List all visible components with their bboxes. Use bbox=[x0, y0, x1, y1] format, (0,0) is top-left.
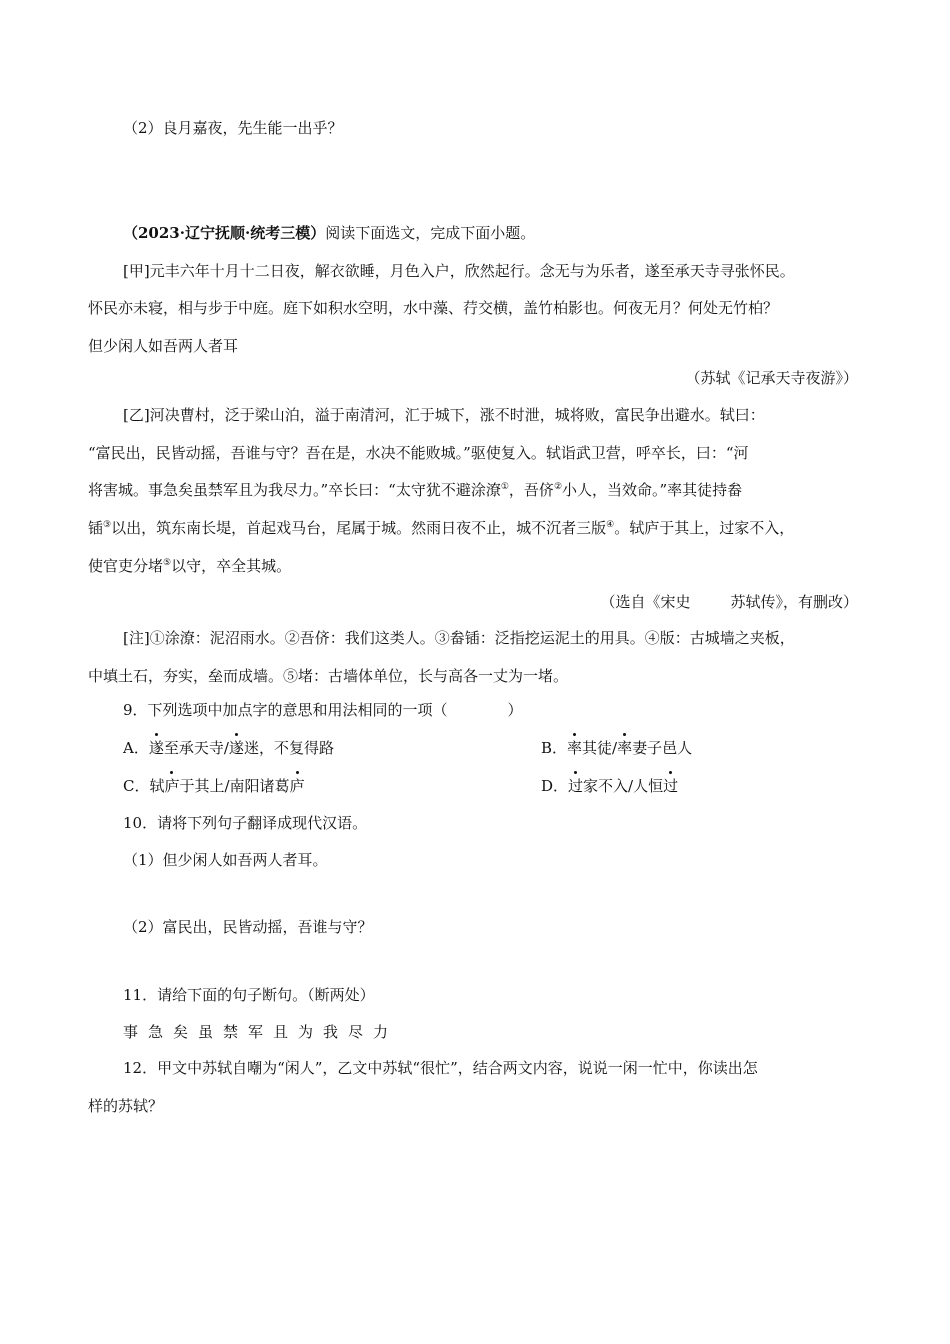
passage-b-line3-a: 将害城。事急矣虽禁军且为我尽力。”卒长曰：“太守犹不避涂潦 bbox=[88, 481, 501, 499]
passage-b-line2: “富民出，民皆动摇，吾谁与守？吾在是，水决不能败城。”驱使复入。轼诣武卫营，呼卒长，曰：“河 bbox=[88, 444, 749, 462]
option-a-mid: 至承天寺/ bbox=[163, 739, 229, 757]
exam-source: （2023·辽宁抚顺·统考三模） bbox=[123, 224, 326, 242]
footnote-ref-1: ① bbox=[500, 482, 509, 492]
option-a-post: 迷，不复得路 bbox=[243, 739, 334, 757]
passage-b-line1: [乙]河决曹村，泛于梁山泊，溢于南清河，汇于城下，涨不时泄，城将败，富民争出避水。轼曰： bbox=[123, 406, 765, 424]
option-c-prefix: C．轼 bbox=[123, 777, 165, 795]
passage-b-line3 bbox=[88, 480, 742, 500]
passage-b-line4-a: 锸 bbox=[88, 519, 104, 537]
option-b[interactable] bbox=[541, 738, 692, 758]
question-10-sentence-1: （1）但少闲人如吾两人者耳。 bbox=[123, 851, 328, 869]
option-a-dotted-2: 遂 bbox=[228, 739, 244, 757]
option-b-prefix: B． bbox=[541, 739, 568, 757]
option-c-mid: 于其上/南阳诸葛 bbox=[179, 777, 290, 795]
option-c-dotted-2: 庐 bbox=[289, 777, 305, 795]
option-d-prefix: D． bbox=[541, 777, 569, 795]
prev-question-2: （2）良月嘉夜，先生能一出乎？ bbox=[123, 119, 343, 137]
notes-line2: 中填土石，夯实，垒而成墙。⑤堵：古墙体单位，长与高各一丈为一堵。 bbox=[88, 667, 569, 685]
option-a-prefix: A． bbox=[123, 739, 149, 757]
passage-b-line5-a: 使官吏分堵 bbox=[88, 557, 164, 575]
notes-line1: [注]①涂潦：泥沼雨水。②吾侪：我们这类人。③畚锸：泛指挖运泥土的用具。④版：古城墙之夹板， bbox=[123, 629, 795, 647]
question-10-sentence-2: （2）富民出，民皆动摇，吾谁与守？ bbox=[123, 918, 373, 936]
passage-b-line4-b: 以出，筑东南长堤，首起戏马台，尾属于城。然雨日夜不止，城不沉者三版 bbox=[111, 519, 607, 537]
question-10-stem: 10．请将下列句子翻译成现代汉语。 bbox=[123, 814, 368, 832]
question-12-line2: 样的苏轼？ bbox=[88, 1097, 164, 1115]
passage-b-line4-c: 。轼庐于其上，过家不入， bbox=[614, 519, 795, 537]
question-12-line1: 12．甲文中苏轼自嘲为“闲人”，乙文中苏轼“很忙”，结合两文内容，说说一闲一忙中，你读出怎 bbox=[123, 1059, 758, 1077]
option-b-mid: 其徒/ bbox=[582, 739, 618, 757]
option-b-post: 妻子邑人 bbox=[632, 739, 693, 757]
passage-a-line3: 但少闲人如吾两人者耳 bbox=[88, 337, 239, 355]
footnote-ref-3: ③ bbox=[103, 520, 112, 530]
question-11-stem: 11．请给下面的句子断句。（断两处） bbox=[123, 986, 375, 1004]
question-11-sentence: 事急矣虽禁军且为我尽力 bbox=[123, 1023, 399, 1041]
passage-b-line3-b: ，吾侪 bbox=[508, 481, 554, 499]
option-d[interactable] bbox=[541, 776, 678, 796]
passage-b-line5 bbox=[88, 556, 291, 576]
option-d-mid: 家不入/人恒 bbox=[583, 777, 664, 795]
option-a[interactable] bbox=[123, 739, 334, 757]
passage-b-line4 bbox=[88, 518, 794, 538]
option-d-dotted-2: 过 bbox=[663, 777, 679, 795]
q9-stem-end: ） bbox=[507, 701, 523, 719]
exercise-intro bbox=[123, 223, 535, 243]
option-c[interactable] bbox=[123, 777, 305, 795]
passage-a-line1: [甲]元丰六年十月十二日夜，解衣欲睡，月色入户，欣然起行。念无与为乐者，遂至承天寺寻张怀民。 bbox=[123, 262, 795, 280]
option-c-dotted-1: 庐 bbox=[164, 777, 180, 795]
question-9-stem bbox=[123, 700, 523, 720]
footnote-ref-5: ⑤ bbox=[163, 558, 172, 568]
footnote-ref-4: ④ bbox=[606, 520, 615, 530]
intro-text: 阅读下面选文，完成下面小题。 bbox=[325, 224, 536, 242]
passage-a-line2: 怀民亦未寝，相与步于中庭。庭下如积水空明，水中藻、荇交横，盖竹柏影也。何夜无月？何处无竹柏？ bbox=[88, 299, 779, 317]
passage-b-line3-c: 小人，当效命。”率其徒持畚 bbox=[562, 481, 743, 499]
option-b-dotted-1: 率 bbox=[567, 739, 583, 757]
q9-options-row2 bbox=[123, 776, 823, 796]
q9-options-row1 bbox=[123, 738, 823, 758]
option-b-dotted-2: 率 bbox=[617, 739, 633, 757]
passage-b-attribution bbox=[600, 592, 858, 612]
attribution-part-a: （选自《宋史 bbox=[600, 593, 691, 611]
option-a-dotted-1: 遂 bbox=[148, 739, 164, 757]
footnote-ref-2: ② bbox=[553, 482, 563, 492]
attribution-part-b: 苏轼传》，有删改） bbox=[730, 593, 858, 611]
option-d-dotted-1: 过 bbox=[568, 777, 584, 795]
passage-b-line5-b: 以守，卒全其城。 bbox=[171, 557, 292, 575]
q9-stem-text: 9．下列选项中加点字的意思和用法相同的一项（ bbox=[123, 701, 448, 719]
passage-a-attribution: （苏轼《记承天寺夜游》） bbox=[685, 369, 858, 387]
